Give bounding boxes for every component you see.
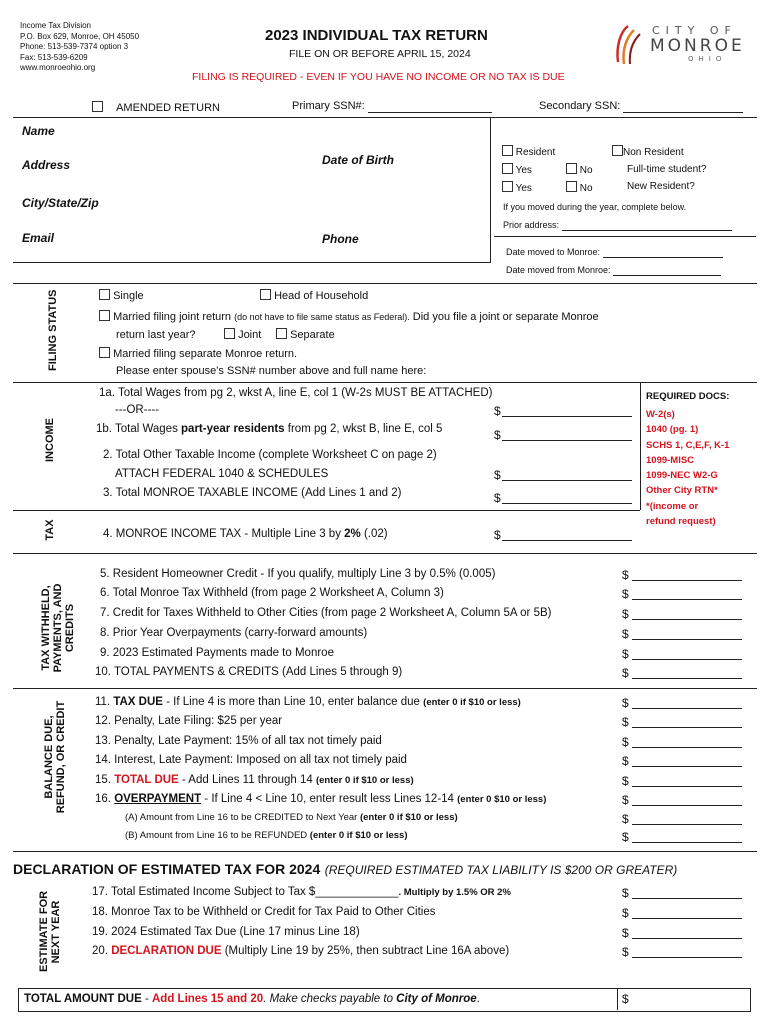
city-logo (612, 22, 752, 66)
line-6-amount[interactable] (632, 588, 742, 600)
divider (13, 262, 490, 263)
divider (13, 851, 757, 852)
divider (13, 553, 757, 554)
student-no[interactable] (566, 163, 593, 176)
line-16a (125, 812, 458, 823)
line-1b (96, 423, 442, 435)
dollar-sign: $ (622, 627, 629, 641)
division-web[interactable]: www.monroeohio.org (20, 63, 96, 72)
non-resident-checkbox[interactable] (612, 145, 623, 156)
line-11-amount[interactable] (632, 697, 742, 709)
line-16-emphasis: OVERPAYMENT (114, 793, 202, 805)
line-4-suffix: (.02) (360, 528, 388, 540)
no-label: No (579, 165, 593, 176)
declaration-title: DECLARATION OF ESTIMATED TAX FOR 2024 (13, 861, 321, 877)
required-docs-title: REQUIRED DOCS: (646, 391, 730, 402)
divider (13, 283, 757, 284)
logo-mark-icon (612, 22, 646, 66)
dollar-sign: $ (494, 404, 501, 418)
amended-return[interactable] (92, 101, 220, 114)
dollar-sign: $ (622, 886, 629, 900)
credits-label: TAX WITHHELD, PAYMENTS, AND CREDITS (40, 583, 76, 673)
line-16b-text: (B) Amount from Line 16 to be REFUNDED (125, 830, 310, 841)
line-13: 13. Penalty, Late Payment: 15% of all tax not timely paid (95, 735, 382, 747)
doc-item: 1099-MISC (646, 454, 695, 466)
dollar-sign: $ (622, 568, 629, 582)
division-phone: Phone: 513-539-7374 option 3 (20, 42, 129, 51)
prior-address-field[interactable] (562, 220, 732, 231)
line-16-note: (enter 0 $10 or less) (457, 794, 547, 805)
line-15-text: - Add Lines 11 through 14 (178, 774, 316, 786)
date-moved-from[interactable] (506, 265, 721, 276)
amended-label: AMENDED RETURN (116, 102, 220, 114)
divider (494, 236, 756, 237)
single-option[interactable] (99, 289, 144, 302)
line-16a-text: (A) Amount from Line 16 to be CREDITED to Next Year (125, 812, 360, 823)
doc-item: SCHS 1, C,E,F, K-1 (646, 439, 730, 451)
total-end: . (476, 993, 480, 1005)
mfs-label: Married filing separate Monroe return. (113, 348, 298, 360)
doc-item: W-2(s) (646, 409, 675, 420)
mfj-option[interactable] (99, 310, 599, 323)
logo-monroe: MONROE (650, 36, 745, 56)
resident-label: Resident (515, 147, 556, 158)
line-11-number: 11. (95, 696, 114, 708)
hoh-checkbox[interactable] (260, 289, 271, 300)
required-docs (640, 383, 757, 528)
line-10: 10. TOTAL PAYMENTS & CREDITS (Add Lines 5 through 9) (95, 666, 403, 678)
prior-address[interactable] (503, 220, 732, 231)
total-instruction: Add Lines 15 and 20 (152, 993, 264, 1005)
line-11-emphasis: TAX DUE (113, 696, 163, 708)
primary-ssn-field[interactable] (368, 100, 492, 113)
divider (13, 117, 757, 118)
yes-label: Yes (515, 165, 532, 176)
dollar-sign: $ (622, 830, 629, 844)
single-label: Single (113, 290, 144, 302)
line-15 (95, 774, 414, 786)
total-dollar: $ (622, 992, 629, 1006)
line-11-text: - If Line 4 is more than Line 10, enter balance due (162, 696, 424, 708)
city-state-zip-label: City/State/Zip (22, 196, 99, 210)
line-1b-suffix: from pg 2, wkst B, line E, col 5 (284, 423, 443, 435)
line-17-blank[interactable]: _____________ (315, 886, 399, 898)
dob-label: Date of Birth (322, 153, 394, 167)
doc-item: refund request) (646, 516, 716, 528)
line-17 (92, 886, 511, 898)
spouse-note: Please enter spouse's SSN# number above and full name here: (116, 365, 427, 377)
line-14-amount[interactable] (632, 755, 742, 767)
secondary-ssn-field[interactable] (623, 100, 743, 113)
date-moved-to[interactable] (506, 247, 723, 258)
single-checkbox[interactable] (99, 289, 110, 300)
or-divider: ---OR---- (115, 404, 160, 416)
line-2-amount[interactable] (502, 469, 632, 481)
date-moved-from-field[interactable] (613, 265, 721, 276)
return-last-year-label: return last year? (116, 329, 196, 341)
doc-item: Other City RTN* (646, 485, 718, 497)
total-label-bold: TOTAL AMOUNT DUE (24, 993, 142, 1005)
resident-option[interactable] (502, 145, 555, 158)
dollar-sign: $ (622, 812, 629, 826)
total-amount-due (18, 988, 751, 1012)
line-13-amount[interactable] (632, 736, 742, 748)
separate-checkbox[interactable] (276, 328, 287, 339)
line-16-text: - If Line 4 < Line 10, enter result less Lines 12-14 (201, 793, 458, 805)
line-15-amount[interactable] (632, 775, 742, 787)
dollar-sign: $ (494, 428, 501, 442)
line-14: 14. Interest, Late Payment: Imposed on all tax not timely paid (95, 754, 407, 766)
student-yes-checkbox[interactable] (502, 163, 513, 174)
divider (617, 989, 618, 1010)
line-15-emphasis: TOTAL DUE (114, 774, 179, 786)
dollar-sign: $ (622, 587, 629, 601)
no-label: No (579, 183, 593, 194)
fulltime-student-label: Full-time student? (627, 164, 707, 175)
separate-label: Separate (290, 329, 335, 341)
divider (13, 688, 757, 689)
return-last-year (116, 329, 195, 341)
logo-city-of: CITY OF (652, 24, 737, 37)
dollar-sign: $ (622, 666, 629, 680)
dollar-sign: $ (622, 696, 629, 710)
filing-required-note: FILING IS REQUIRED - EVEN IF YOU HAVE NO INCOME OR NO TAX IS DUE (192, 71, 565, 83)
line-12-amount[interactable] (632, 716, 742, 728)
non-resident-option[interactable] (612, 145, 684, 158)
form-title: 2023 INDIVIDUAL TAX RETURN (265, 27, 488, 44)
line-8: 8. Prior Year Overpayments (carry-forward amounts) (100, 627, 368, 639)
line-7: 7. Credit for Taxes Withheld to Other Cities (from page 2 Worksheet A, Column 5A or 5B) (100, 607, 552, 619)
primary-ssn-label: Primary SSN#: (292, 100, 365, 112)
secondary-ssn-label: Secondary SSN: (539, 100, 621, 112)
line-2: 2. Total Other Taxable Income (complete Worksheet C on page 2) (103, 449, 437, 461)
filing-status-label: FILING STATUS (47, 289, 59, 371)
dollar-sign: $ (494, 468, 501, 482)
line-20-number: 20. (92, 945, 112, 957)
divider (13, 510, 640, 511)
line-7-amount[interactable] (632, 608, 742, 620)
new-resident-no[interactable] (566, 181, 593, 194)
required-docs-list (646, 407, 729, 529)
line-1a: 1a. Total Wages from pg 2, wkst A, line E, col 1 (W-2s MUST BE ATTACHED) (99, 387, 493, 399)
balance-label: BALANCE DUE, REFUND, OR CREDIT (43, 700, 67, 814)
yes-label: Yes (515, 183, 532, 194)
hoh-label: Head of Household (274, 290, 369, 302)
line-16-number: 16. (95, 793, 115, 805)
line-5: 5. Resident Homeowner Credit - If you qualify, multiply Line 3 by 0.5% (0.005) (100, 568, 496, 580)
address-label: Address (22, 158, 71, 172)
mfj-checkbox[interactable] (99, 310, 110, 321)
separate-option[interactable] (276, 328, 335, 341)
line-17-amount[interactable] (632, 887, 742, 899)
student-no-checkbox[interactable] (566, 163, 577, 174)
line-16 (95, 793, 546, 805)
moved-note: If you moved during the year, complete below. (503, 202, 687, 212)
line-10-amount[interactable] (632, 667, 742, 679)
dollar-sign: $ (622, 607, 629, 621)
division-fax: Fax: 513-539-6209 (20, 52, 88, 62)
mfj-question: Did you file a joint or separate Monroe (412, 311, 599, 323)
income-label: INCOME (44, 418, 56, 462)
line-1b-emphasis: part-year residents (181, 423, 285, 435)
mfs-option[interactable] (99, 347, 297, 360)
prior-address-label: Prior address: (503, 220, 560, 230)
student-yes[interactable] (502, 163, 532, 176)
joint-checkbox[interactable] (224, 328, 235, 339)
dollar-sign: $ (622, 715, 629, 729)
line-20-text: (Multiply Line 19 by 25%, then subtract Line 16A above) (221, 945, 510, 957)
line-2-attach: ATTACH FEDERAL 1040 & SCHEDULES (115, 468, 329, 480)
line-4-prefix: 4. MONROE INCOME TAX - Multiple Line 3 by (103, 528, 345, 540)
line-19: 19. 2024 Estimated Tax Due (Line 17 minus Line 18) (92, 926, 360, 938)
dollar-sign: $ (622, 906, 629, 920)
date-moved-to-label: Date moved to Monroe: (506, 247, 601, 257)
new-resident-no-checkbox[interactable] (566, 181, 577, 192)
line-4 (103, 528, 388, 540)
total-payable: . Make checks payable to (263, 993, 397, 1005)
dollar-sign: $ (622, 647, 629, 661)
date-moved-from-label: Date moved from Monroe: (506, 265, 611, 275)
line-9-amount[interactable] (632, 648, 742, 660)
line-19-amount[interactable] (632, 927, 742, 939)
date-moved-to-field[interactable] (603, 247, 723, 258)
dollar-sign: $ (622, 735, 629, 749)
hoh-option[interactable] (260, 289, 368, 302)
line-1b-amount[interactable] (502, 429, 632, 441)
total-label (24, 993, 480, 1005)
division-address: P.O. Box 629, Monroe, OH 45050 (20, 31, 140, 41)
division-name: Income Tax Division (20, 21, 91, 30)
file-by-date: FILE ON OR BEFORE APRIL 15, 2024 (289, 48, 471, 60)
phone-label: Phone (322, 232, 359, 246)
line-3: 3. Total MONROE TAXABLE INCOME (Add Lines 1 and 2) (103, 487, 402, 499)
total-dash: - (141, 993, 152, 1005)
mfj-label: Married filing joint return (113, 311, 232, 323)
non-resident-label: Non Resident (623, 147, 684, 158)
declaration-heading (13, 861, 677, 879)
division-info (20, 21, 139, 74)
email-label: Email (22, 231, 55, 245)
dollar-sign: $ (622, 774, 629, 788)
line-4-rate: 2% (344, 528, 361, 540)
dollar-sign: $ (622, 793, 629, 807)
joint-label: Joint (238, 329, 262, 341)
doc-item: *(income or (646, 500, 699, 512)
line-18: 18. Monroe Tax to be Withheld or Credit for Tax Paid to Other Cities (92, 906, 436, 918)
line-16b (125, 830, 407, 841)
dollar-sign: $ (494, 491, 501, 505)
new-resident-label: New Resident? (627, 181, 695, 192)
line-3-amount[interactable] (502, 492, 632, 504)
line-16b-amount[interactable] (632, 831, 742, 843)
name-label: Name (22, 124, 55, 138)
mfj-note: (do not have to file same status as Federal). (234, 312, 410, 322)
amended-checkbox[interactable] (92, 101, 103, 112)
total-city: City of Monroe (396, 993, 477, 1005)
line-12: 12. Penalty, Late Filing: $25 per year (95, 715, 283, 727)
line-20-amount[interactable] (632, 946, 742, 958)
line-15-number: 15. (95, 774, 115, 786)
line-16a-amount[interactable] (632, 813, 742, 825)
line-9: 9. 2023 Estimated Payments made to Monroe (100, 647, 334, 659)
line-11 (95, 696, 521, 708)
mfs-checkbox[interactable] (99, 347, 110, 358)
dollar-sign: $ (622, 926, 629, 940)
line-20-emphasis: DECLARATION DUE (111, 945, 222, 957)
divider (490, 117, 491, 263)
line-1a-amount[interactable] (502, 405, 632, 417)
doc-item: 1040 (pg. 1) (646, 424, 699, 436)
line-4-amount[interactable] (502, 529, 632, 541)
new-resident-yes-checkbox[interactable] (502, 181, 513, 192)
line-16-amount[interactable] (632, 794, 742, 806)
estimate-label: ESTIMATE FOR NEXT YEAR (38, 890, 62, 972)
new-resident-yes[interactable] (502, 181, 532, 194)
line-17-rate: . Multiply by 1.5% OR 2% (398, 887, 511, 898)
line-1b-prefix: 1b. Total Wages (96, 423, 182, 435)
doc-item: 1099-NEC W2-G (646, 470, 718, 482)
joint-option[interactable] (224, 328, 261, 341)
total-amount-field[interactable] (633, 991, 747, 1008)
dollar-sign: $ (622, 945, 629, 959)
secondary-ssn[interactable] (539, 100, 743, 113)
declaration-subtitle: (REQUIRED ESTIMATED TAX LIABILITY IS $200 OR GREATER) (324, 863, 678, 877)
tax-label: TAX (44, 519, 56, 541)
line-17-text: 17. Total Estimated Income Subject to Tax $ (92, 886, 316, 898)
dollar-sign: $ (494, 528, 501, 542)
line-16b-note: (enter 0 if $10 or less) (309, 830, 408, 841)
line-15-note: (enter 0 if $10 or less) (315, 775, 414, 786)
resident-checkbox[interactable] (502, 145, 513, 156)
line-11-note: (enter 0 if $10 or less) (423, 697, 521, 708)
line-8-amount[interactable] (632, 628, 742, 640)
line-6: 6. Total Monroe Tax Withheld (from page 2 Worksheet A, Column 3) (100, 587, 444, 599)
line-16a-note: (enter 0 if $10 or less) (359, 812, 458, 823)
dollar-sign: $ (622, 754, 629, 768)
logo-ohio: OHIO (688, 55, 727, 63)
line-18-amount[interactable] (632, 907, 742, 919)
primary-ssn[interactable] (292, 100, 492, 113)
line-5-amount[interactable] (632, 569, 742, 581)
line-20 (92, 945, 509, 957)
